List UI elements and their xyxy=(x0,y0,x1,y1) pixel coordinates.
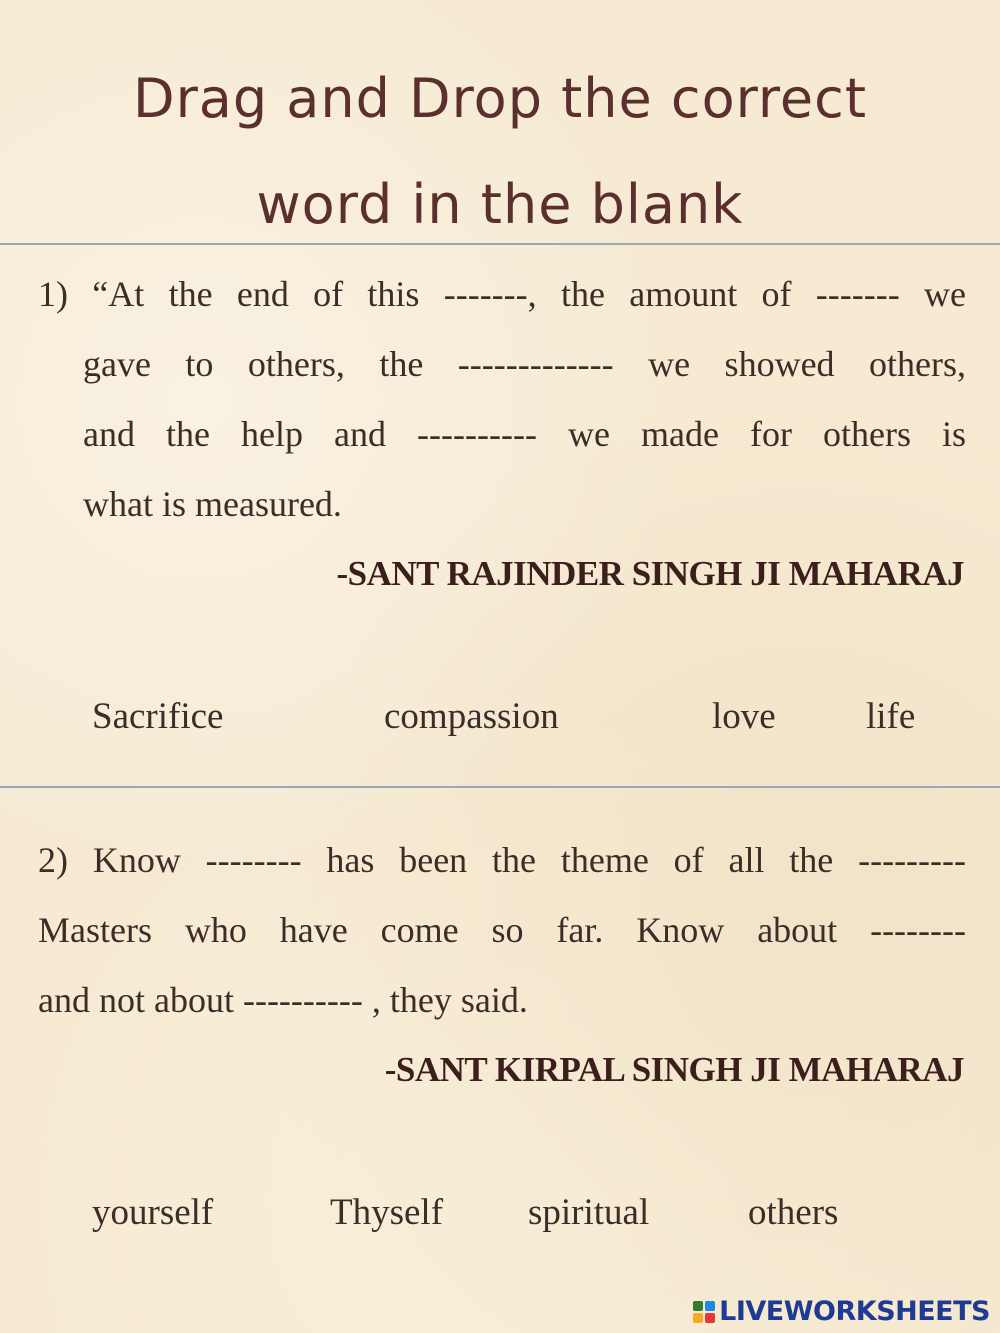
question-2-line: and not about ---------- , they said. xyxy=(38,980,528,1020)
question-2-line: 2) Know -------- has been the theme of all the --------- xyxy=(38,840,966,880)
question-2-line: Masters who have come so far. Know about -------- xyxy=(38,910,966,950)
draggable-word[interactable]: love xyxy=(712,696,776,737)
question-1-line: gave to others, the ------------- we showed others, xyxy=(83,344,966,384)
question-1-line: and the help and ---------- we made for others is xyxy=(83,414,966,454)
draggable-word[interactable]: Sacrifice xyxy=(92,696,224,737)
draggable-word[interactable]: spiritual xyxy=(528,1192,650,1233)
draggable-word[interactable]: compassion xyxy=(384,696,559,737)
page-title-line-2: word in the blank xyxy=(256,173,744,236)
draggable-word[interactable]: yourself xyxy=(92,1192,214,1233)
question-1-author: -SANT RAJINDER SINGH JI MAHARAJ xyxy=(336,554,964,593)
draggable-word[interactable]: life xyxy=(866,696,916,737)
question-1-line: what is measured. xyxy=(83,484,342,524)
liveworksheets-logo-icon xyxy=(693,1301,715,1323)
draggable-word[interactable]: others xyxy=(748,1192,839,1233)
brand-name: LIVEWORKSHEETS xyxy=(719,1296,990,1327)
page-title-line-1: Drag and Drop the correct xyxy=(132,67,867,130)
question-1-line: 1) “At the end of this -------, the amount of ------- we xyxy=(38,274,966,314)
draggable-word[interactable]: Thyself xyxy=(330,1192,444,1233)
question-2-author: -SANT KIRPAL SINGH JI MAHARAJ xyxy=(384,1050,964,1089)
section-divider xyxy=(0,786,1000,788)
section-divider xyxy=(0,243,1000,245)
liveworksheets-brand[interactable] xyxy=(693,1296,990,1327)
